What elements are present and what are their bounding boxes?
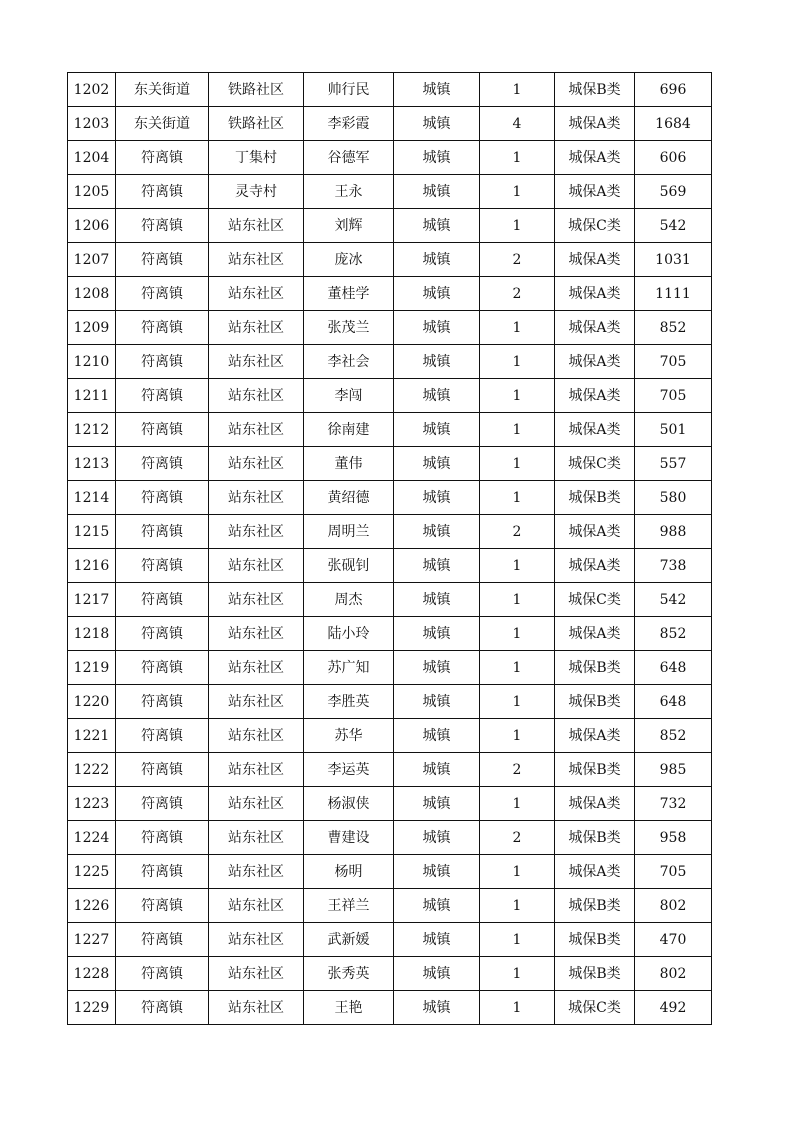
amount-cell: 732 — [635, 787, 712, 821]
name-cell: 徐南建 — [304, 413, 394, 447]
category-cell: 城保A类 — [555, 141, 635, 175]
community-cell: 站东社区 — [209, 345, 304, 379]
township-cell: 符离镇 — [116, 685, 209, 719]
community-cell: 站东社区 — [209, 889, 304, 923]
category-cell: 城保B类 — [555, 73, 635, 107]
household-size-cell: 1 — [480, 345, 555, 379]
township-cell: 符离镇 — [116, 345, 209, 379]
table-row — [68, 855, 712, 889]
serial-number-cell: 1202 — [68, 73, 116, 107]
category-cell: 城保A类 — [555, 855, 635, 889]
community-cell: 站东社区 — [209, 787, 304, 821]
serial-number-cell: 1211 — [68, 379, 116, 413]
table-row — [68, 175, 712, 209]
name-cell: 李彩霞 — [304, 107, 394, 141]
serial-number-cell: 1222 — [68, 753, 116, 787]
household-type-cell: 城镇 — [394, 821, 480, 855]
amount-cell: 705 — [635, 345, 712, 379]
township-cell: 符离镇 — [116, 141, 209, 175]
household-type-cell: 城镇 — [394, 549, 480, 583]
serial-number-cell: 1224 — [68, 821, 116, 855]
amount-cell: 985 — [635, 753, 712, 787]
name-cell: 周明兰 — [304, 515, 394, 549]
table-row — [68, 549, 712, 583]
name-cell: 李闯 — [304, 379, 394, 413]
township-cell: 符离镇 — [116, 277, 209, 311]
serial-number-cell: 1212 — [68, 413, 116, 447]
amount-cell: 988 — [635, 515, 712, 549]
table-row — [68, 73, 712, 107]
category-cell: 城保A类 — [555, 175, 635, 209]
household-size-cell: 1 — [480, 73, 555, 107]
category-cell: 城保A类 — [555, 787, 635, 821]
table-row — [68, 141, 712, 175]
community-cell: 站东社区 — [209, 923, 304, 957]
serial-number-cell: 1204 — [68, 141, 116, 175]
category-cell: 城保A类 — [555, 617, 635, 651]
table-row — [68, 413, 712, 447]
household-size-cell: 1 — [480, 651, 555, 685]
amount-cell: 542 — [635, 209, 712, 243]
amount-cell: 696 — [635, 73, 712, 107]
serial-number-cell: 1228 — [68, 957, 116, 991]
serial-number-cell: 1218 — [68, 617, 116, 651]
table-row — [68, 243, 712, 277]
amount-cell: 802 — [635, 889, 712, 923]
amount-cell: 705 — [635, 379, 712, 413]
community-cell: 站东社区 — [209, 821, 304, 855]
table-row — [68, 583, 712, 617]
township-cell: 东关街道 — [116, 73, 209, 107]
community-cell: 站东社区 — [209, 379, 304, 413]
household-type-cell: 城镇 — [394, 957, 480, 991]
household-size-cell: 1 — [480, 855, 555, 889]
name-cell: 张砚钊 — [304, 549, 394, 583]
category-cell: 城保A类 — [555, 379, 635, 413]
name-cell: 杨明 — [304, 855, 394, 889]
category-cell: 城保A类 — [555, 311, 635, 345]
household-size-cell: 1 — [480, 481, 555, 515]
community-cell: 站东社区 — [209, 719, 304, 753]
category-cell: 城保A类 — [555, 107, 635, 141]
table-row — [68, 345, 712, 379]
township-cell: 符离镇 — [116, 855, 209, 889]
household-size-cell: 1 — [480, 413, 555, 447]
table-row — [68, 889, 712, 923]
name-cell: 张秀英 — [304, 957, 394, 991]
serial-number-cell: 1206 — [68, 209, 116, 243]
serial-number-cell: 1229 — [68, 991, 116, 1025]
household-type-cell: 城镇 — [394, 583, 480, 617]
amount-cell: 492 — [635, 991, 712, 1025]
household-type-cell: 城镇 — [394, 685, 480, 719]
name-cell: 黄绍德 — [304, 481, 394, 515]
household-type-cell: 城镇 — [394, 515, 480, 549]
roster-table-body — [68, 73, 712, 1025]
amount-cell: 557 — [635, 447, 712, 481]
table-row — [68, 787, 712, 821]
household-size-cell: 1 — [480, 991, 555, 1025]
household-type-cell: 城镇 — [394, 617, 480, 651]
household-type-cell: 城镇 — [394, 787, 480, 821]
amount-cell: 705 — [635, 855, 712, 889]
name-cell: 周杰 — [304, 583, 394, 617]
township-cell: 符离镇 — [116, 413, 209, 447]
serial-number-cell: 1226 — [68, 889, 116, 923]
category-cell: 城保A类 — [555, 515, 635, 549]
community-cell: 站东社区 — [209, 651, 304, 685]
household-size-cell: 1 — [480, 447, 555, 481]
category-cell: 城保A类 — [555, 549, 635, 583]
household-size-cell: 1 — [480, 617, 555, 651]
table-row — [68, 821, 712, 855]
name-cell: 董桂学 — [304, 277, 394, 311]
community-cell: 站东社区 — [209, 311, 304, 345]
township-cell: 符离镇 — [116, 175, 209, 209]
category-cell: 城保A类 — [555, 277, 635, 311]
community-cell: 站东社区 — [209, 549, 304, 583]
township-cell: 符离镇 — [116, 549, 209, 583]
township-cell: 符离镇 — [116, 243, 209, 277]
name-cell: 王艳 — [304, 991, 394, 1025]
name-cell: 帅行民 — [304, 73, 394, 107]
community-cell: 站东社区 — [209, 447, 304, 481]
township-cell: 符离镇 — [116, 753, 209, 787]
household-type-cell: 城镇 — [394, 719, 480, 753]
serial-number-cell: 1227 — [68, 923, 116, 957]
amount-cell: 852 — [635, 617, 712, 651]
household-type-cell: 城镇 — [394, 651, 480, 685]
household-size-cell: 1 — [480, 787, 555, 821]
category-cell: 城保B类 — [555, 957, 635, 991]
name-cell: 曹建设 — [304, 821, 394, 855]
household-size-cell: 1 — [480, 923, 555, 957]
serial-number-cell: 1207 — [68, 243, 116, 277]
amount-cell: 542 — [635, 583, 712, 617]
household-type-cell: 城镇 — [394, 209, 480, 243]
township-cell: 符离镇 — [116, 209, 209, 243]
township-cell: 符离镇 — [116, 957, 209, 991]
table-row — [68, 651, 712, 685]
category-cell: 城保A类 — [555, 345, 635, 379]
name-cell: 王永 — [304, 175, 394, 209]
household-type-cell: 城镇 — [394, 447, 480, 481]
category-cell: 城保A类 — [555, 413, 635, 447]
community-cell: 站东社区 — [209, 855, 304, 889]
household-size-cell: 2 — [480, 515, 555, 549]
category-cell: 城保B类 — [555, 753, 635, 787]
amount-cell: 606 — [635, 141, 712, 175]
household-size-cell: 2 — [480, 821, 555, 855]
name-cell: 苏广知 — [304, 651, 394, 685]
household-size-cell: 2 — [480, 277, 555, 311]
category-cell: 城保C类 — [555, 583, 635, 617]
household-type-cell: 城镇 — [394, 311, 480, 345]
amount-cell: 648 — [635, 651, 712, 685]
community-cell: 站东社区 — [209, 243, 304, 277]
household-type-cell: 城镇 — [394, 889, 480, 923]
township-cell: 符离镇 — [116, 311, 209, 345]
township-cell: 符离镇 — [116, 379, 209, 413]
name-cell: 张茂兰 — [304, 311, 394, 345]
serial-number-cell: 1220 — [68, 685, 116, 719]
serial-number-cell: 1209 — [68, 311, 116, 345]
category-cell: 城保B类 — [555, 821, 635, 855]
household-type-cell: 城镇 — [394, 141, 480, 175]
serial-number-cell: 1205 — [68, 175, 116, 209]
category-cell: 城保A类 — [555, 719, 635, 753]
township-cell: 符离镇 — [116, 515, 209, 549]
household-type-cell: 城镇 — [394, 855, 480, 889]
serial-number-cell: 1215 — [68, 515, 116, 549]
household-type-cell: 城镇 — [394, 923, 480, 957]
community-cell: 站东社区 — [209, 583, 304, 617]
table-row — [68, 311, 712, 345]
township-cell: 符离镇 — [116, 821, 209, 855]
amount-cell: 958 — [635, 821, 712, 855]
amount-cell: 501 — [635, 413, 712, 447]
table-row — [68, 991, 712, 1025]
table-row — [68, 617, 712, 651]
serial-number-cell: 1216 — [68, 549, 116, 583]
table-row — [68, 957, 712, 991]
household-size-cell: 2 — [480, 753, 555, 787]
serial-number-cell: 1203 — [68, 107, 116, 141]
community-cell: 站东社区 — [209, 413, 304, 447]
community-cell: 站东社区 — [209, 209, 304, 243]
category-cell: 城保B类 — [555, 481, 635, 515]
community-cell: 站东社区 — [209, 753, 304, 787]
household-type-cell: 城镇 — [394, 991, 480, 1025]
community-cell: 站东社区 — [209, 957, 304, 991]
household-size-cell: 4 — [480, 107, 555, 141]
community-cell: 站东社区 — [209, 515, 304, 549]
name-cell: 王祥兰 — [304, 889, 394, 923]
category-cell: 城保B类 — [555, 685, 635, 719]
category-cell: 城保B类 — [555, 923, 635, 957]
serial-number-cell: 1223 — [68, 787, 116, 821]
name-cell: 刘辉 — [304, 209, 394, 243]
name-cell: 李运英 — [304, 753, 394, 787]
household-size-cell: 2 — [480, 243, 555, 277]
amount-cell: 738 — [635, 549, 712, 583]
township-cell: 符离镇 — [116, 617, 209, 651]
household-type-cell: 城镇 — [394, 481, 480, 515]
household-size-cell: 1 — [480, 583, 555, 617]
household-size-cell: 1 — [480, 209, 555, 243]
name-cell: 杨淑侠 — [304, 787, 394, 821]
community-cell: 铁路社区 — [209, 73, 304, 107]
household-size-cell: 1 — [480, 889, 555, 923]
township-cell: 符离镇 — [116, 787, 209, 821]
name-cell: 董伟 — [304, 447, 394, 481]
category-cell: 城保B类 — [555, 889, 635, 923]
household-size-cell: 1 — [480, 379, 555, 413]
household-size-cell: 1 — [480, 141, 555, 175]
table-row — [68, 923, 712, 957]
community-cell: 站东社区 — [209, 277, 304, 311]
category-cell: 城保C类 — [555, 991, 635, 1025]
serial-number-cell: 1208 — [68, 277, 116, 311]
serial-number-cell: 1213 — [68, 447, 116, 481]
township-cell: 符离镇 — [116, 719, 209, 753]
community-cell: 丁集村 — [209, 141, 304, 175]
amount-cell: 569 — [635, 175, 712, 209]
amount-cell: 470 — [635, 923, 712, 957]
household-type-cell: 城镇 — [394, 243, 480, 277]
amount-cell: 852 — [635, 719, 712, 753]
table-row — [68, 719, 712, 753]
category-cell: 城保B类 — [555, 651, 635, 685]
name-cell: 李胜英 — [304, 685, 394, 719]
serial-number-cell: 1217 — [68, 583, 116, 617]
household-size-cell: 1 — [480, 957, 555, 991]
name-cell: 李社会 — [304, 345, 394, 379]
name-cell: 武新媛 — [304, 923, 394, 957]
name-cell: 陆小玲 — [304, 617, 394, 651]
table-row — [68, 107, 712, 141]
amount-cell: 1111 — [635, 277, 712, 311]
household-size-cell: 1 — [480, 719, 555, 753]
amount-cell: 802 — [635, 957, 712, 991]
household-type-cell: 城镇 — [394, 379, 480, 413]
community-cell: 站东社区 — [209, 991, 304, 1025]
category-cell: 城保C类 — [555, 447, 635, 481]
amount-cell: 1031 — [635, 243, 712, 277]
community-cell: 站东社区 — [209, 617, 304, 651]
household-type-cell: 城镇 — [394, 345, 480, 379]
community-cell: 灵寺村 — [209, 175, 304, 209]
category-cell: 城保A类 — [555, 243, 635, 277]
township-cell: 符离镇 — [116, 923, 209, 957]
household-size-cell: 1 — [480, 685, 555, 719]
household-type-cell: 城镇 — [394, 277, 480, 311]
table-row — [68, 685, 712, 719]
household-size-cell: 1 — [480, 549, 555, 583]
name-cell: 庞冰 — [304, 243, 394, 277]
township-cell: 符离镇 — [116, 481, 209, 515]
table-row — [68, 515, 712, 549]
table-row — [68, 277, 712, 311]
table-row — [68, 447, 712, 481]
amount-cell: 1684 — [635, 107, 712, 141]
name-cell: 苏华 — [304, 719, 394, 753]
serial-number-cell: 1221 — [68, 719, 116, 753]
serial-number-cell: 1210 — [68, 345, 116, 379]
household-type-cell: 城镇 — [394, 73, 480, 107]
household-type-cell: 城镇 — [394, 413, 480, 447]
table-row — [68, 481, 712, 515]
household-size-cell: 1 — [480, 175, 555, 209]
township-cell: 符离镇 — [116, 889, 209, 923]
household-type-cell: 城镇 — [394, 175, 480, 209]
table-row — [68, 753, 712, 787]
household-size-cell: 1 — [480, 311, 555, 345]
table-row — [68, 379, 712, 413]
township-cell: 东关街道 — [116, 107, 209, 141]
household-type-cell: 城镇 — [394, 753, 480, 787]
community-cell: 铁路社区 — [209, 107, 304, 141]
serial-number-cell: 1225 — [68, 855, 116, 889]
amount-cell: 648 — [635, 685, 712, 719]
household-type-cell: 城镇 — [394, 107, 480, 141]
serial-number-cell: 1214 — [68, 481, 116, 515]
community-cell: 站东社区 — [209, 481, 304, 515]
name-cell: 谷德军 — [304, 141, 394, 175]
amount-cell: 580 — [635, 481, 712, 515]
assistance-roster-table — [67, 72, 712, 1025]
serial-number-cell: 1219 — [68, 651, 116, 685]
township-cell: 符离镇 — [116, 991, 209, 1025]
township-cell: 符离镇 — [116, 651, 209, 685]
table-row — [68, 209, 712, 243]
amount-cell: 852 — [635, 311, 712, 345]
township-cell: 符离镇 — [116, 447, 209, 481]
community-cell: 站东社区 — [209, 685, 304, 719]
category-cell: 城保C类 — [555, 209, 635, 243]
township-cell: 符离镇 — [116, 583, 209, 617]
